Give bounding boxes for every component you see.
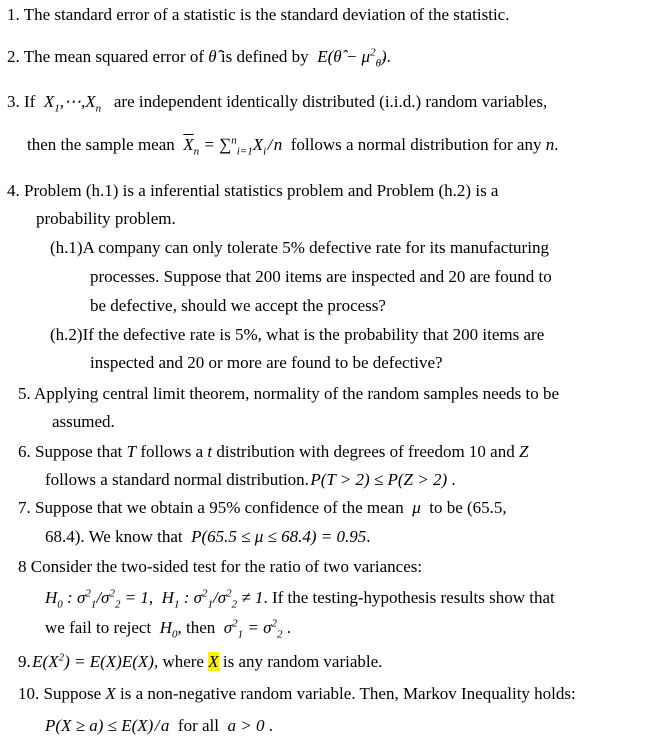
statement-5-line-2: assumed. <box>52 412 115 431</box>
math-t: t <box>207 442 213 461</box>
statement-10-line-1: 10. Suppose X is a non-negative random variable. Then, Markov Inequality holds: <box>18 684 576 703</box>
statement-7-line-1: 7. Suppose that we obtain a 95% confidence of the mean μ to be (65.5, <box>18 498 507 517</box>
problem-h2-line-2: inspected and 20 or more are found to be defective? <box>90 353 443 372</box>
statement-5-line-1: 5. Applying central limit theorem, normality of the random samples needs to be <box>18 384 560 403</box>
problem-h1-line-2: processes. Suppose that 200 items are inspected and 20 are found to <box>90 267 552 286</box>
statement-8-line-3: we fail to reject $H_0$, then $\sigma^2_1 = \sigma^2_2$ . <box>45 617 292 641</box>
statement-7-line-2: 68.4). We know that P(65.5 ≤ μ ≤ 68.4) = 0.95. <box>45 527 371 546</box>
highlighted-X: X <box>208 652 219 671</box>
statement-4-line-1: 4. Problem (h.1) is a inferential statistics problem and Problem (h.2) is a <box>7 181 499 200</box>
math-expectation: $E(X^2) = E(X)E(X)$ <box>30 651 154 671</box>
math-mse-expr: E(θ̂ − $\mu^2_{\thetâ}$) <box>312 46 387 70</box>
statement-3-line-2: then the sample mean $\overline{X}_n = \sum^n_{i=1}X_i$ / n follows a normal distribution for any n. <box>27 134 559 158</box>
statement-9: 9. $E(X^2) = E(X)E(X)$, where X is any random variable. <box>18 651 383 671</box>
math-sample-mean: $\overline{X}_n = \sum^n_{i=1}X_i$ / n <box>183 134 287 158</box>
math-mu: μ <box>407 498 425 517</box>
math-X: X <box>105 684 116 703</box>
problem-h1-line-3: be defective, should we accept the process? <box>90 296 386 315</box>
statement-2: 2. The mean squared error of θ̂ is defined by E(θ̂ − $\mu^2_{\thetâ}$). <box>7 46 391 70</box>
math-markov: P(X ≥ a) ≤ E(X) / a <box>45 716 170 735</box>
math-var-equal: $\sigma^2_1 = \sigma^2_2$ <box>219 617 283 641</box>
problem-h1-line-1: (h.1)A company can only tolerate 5% defective rate for its manufacturing <box>50 238 549 257</box>
statement-4-line-2: probability problem. <box>36 209 176 228</box>
math-a-positive: a > 0 <box>223 716 265 735</box>
math-ci-prob: P(65.5 ≤ μ ≤ 68.4) = 0.95 <box>186 527 367 546</box>
statement-8-line-2: $H_0$ : $\sigma^2_1/\sigma^2_2 = 1$, $H_1$ : $\sigma^2_1/\sigma^2_2 \ne 1$. If the testing-hypothesis results show that <box>45 587 555 611</box>
math-H0: $H_0$ <box>155 618 178 641</box>
statement-8-line-1: 8 Consider the two-sided test for the ratio of two variances: <box>18 557 423 576</box>
math-n: n <box>545 135 555 154</box>
math-theta-hat: θ̂ <box>208 47 217 66</box>
statement-6-line-1: 6. Suppose that T follows a t distribution with degrees of freedom 10 and Z <box>18 442 529 461</box>
statement-6-line-2: follows a standard normal distribution. P(T > 2) ≤ P(Z > 2) . <box>45 470 456 489</box>
math-hypotheses: $H_0$ : $\sigma^2_1/\sigma^2_2 = 1$, $H_1$ : $\sigma^2_1/\sigma^2_2 \ne 1$ <box>45 587 264 611</box>
statement-10-line-2: P(X ≥ a) ≤ E(X) / a for all a > 0 . <box>45 716 273 735</box>
math-T: T <box>126 442 137 461</box>
statement-3-line-1: 3. If $X_1,\cdots,X_n$ are independent identically distributed (i.i.d.) random variables, <box>7 92 548 115</box>
statement-1: 1. The standard error of a statistic is the standard deviation of the statistic. <box>7 5 510 24</box>
math-t-vs-z: P(T > 2) ≤ P(Z > 2) <box>308 470 448 489</box>
math-x1-xn: $X_1,\cdots,X_n$ <box>39 92 102 115</box>
math-Z: Z <box>518 442 529 461</box>
problem-h2-line-1: (h.2)If the defective rate is 5%, what is the probability that 200 items are <box>50 325 545 344</box>
